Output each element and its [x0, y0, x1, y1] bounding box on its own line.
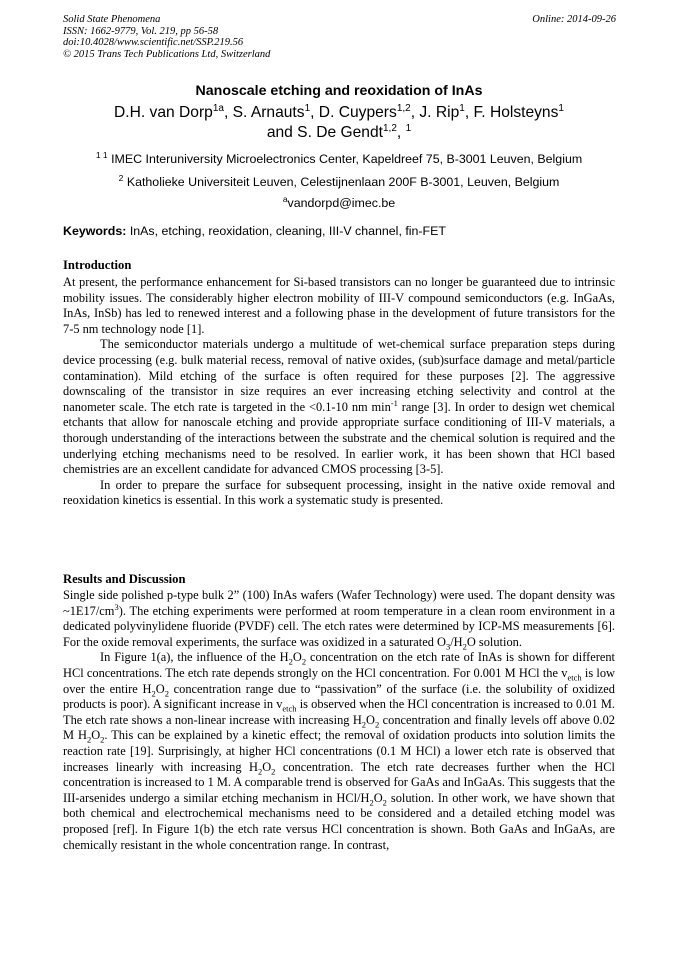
subscript: 3 [445, 641, 451, 652]
affiliation-text: Katholieke Universiteit Leuven, Celestijnenlaan 200F B-3001, Leuven, Belgium [126, 175, 560, 189]
subscript: 2 [301, 656, 307, 667]
paragraph [63, 337, 615, 477]
copyright-line: © 2015 Trans Tech Publications Ltd, Switzerland [63, 48, 271, 60]
text-run: O [91, 728, 101, 743]
keywords-text: InAs, etching, reoxidation, cleaning, III-V channel, fin-FET [129, 224, 446, 238]
subscript: etch [567, 672, 582, 683]
author-affil-mark: 1 [304, 102, 311, 114]
subscript: 2 [288, 656, 293, 667]
subscript: 2 [382, 797, 387, 808]
text-run: . This can be explained by a kinetic effect; the removal of oxidation products into solution limits the reaction rate [19]. Surprisingly, at higher HCl concentrations (0.1 M HCl) a lower etch rate is observed that increases linearly with increasing H [63, 728, 615, 774]
text-run: O [373, 790, 383, 805]
text-run: /H [450, 634, 463, 649]
text-run: solution. In other work, we have shown that both chemical and electrochemical mechanisms need to be considered and a detailed etching model was proposed [ref]. In Figure 1(b) the etch rate versus HCl concentration is shown. Both GaAs and InGaAs, are chemically resistant in the whole concentration range. In contrast, [63, 790, 615, 852]
affiliation-mark: 1 1 [95, 149, 108, 160]
author-affil-mark: 1 [459, 102, 465, 114]
author-list [0, 103, 678, 143]
contact-email[interactable] [0, 193, 678, 210]
text-run: is low over the entire H [63, 665, 615, 696]
paragraph: At present, the performance enhancement for Si-based transistors can no longer be guaranteed due to intrinsic mobility issues. The considerably higher electron mobility of III-V compound semiconductors (e.g. InGaAs, InAs, InSb) has led to renewed interest and a following phase in the development of future transistors for the 7-5 nm technology node [1]. [63, 275, 615, 336]
subscript: 2 [151, 688, 156, 699]
text-run: concentration on the etch rate of InAs is shown for different HCl concentrations. The etch rate depends strongly on the HCl concentration. For 0.001 M HCl the v [63, 650, 615, 680]
subscript: 2 [100, 734, 105, 745]
subscript: 2 [271, 766, 276, 776]
author-affil-mark: 1 [558, 102, 564, 114]
subscript: 2 [257, 766, 263, 776]
doi-line: doi:10.4028/www.scientific.net/SSP.219.56 [63, 37, 244, 49]
author-name: and S. De Gendt [266, 124, 383, 141]
affiliation-2 [0, 172, 678, 189]
keywords-label: Keywords: [63, 224, 127, 238]
email-mark: a [282, 193, 288, 204]
paragraph: In order to prepare the surface for subsequent processing, insight in the native oxide removal and reoxidation kinetics is essential. In this work a systematic study is presented. [63, 477, 615, 508]
author-affil-mark: 1,2 [383, 122, 397, 134]
paragraph [63, 650, 615, 853]
author-name: , J. Rip [410, 104, 460, 121]
text-run: is observed when the HCl concentration is increased to 0.01 M. The etch rate shows a non-linear increase with increasing H [63, 697, 616, 727]
subscript: 2 [375, 719, 380, 730]
text-run: ). The etching experiments were performed at room temperature in a clean room environment in a dedicated polyvinylidene fluoride (PVDF) cell. The etch rates were determined by ICP-MS measurements [6]. For the oxide removal experiments, the surface was oxidized in a saturated O [63, 603, 615, 649]
author-affil-mark: 1a [212, 102, 224, 114]
email-text[interactable]: vandorpd@imec.be [287, 196, 396, 210]
text-run: range [3]. In order to design wet chemical etchants that allow for nanoscale etching and provide appropriate surface conditioning of III-V materials, a thorough understanding of the interactions between the substrate and the chemical solution is required and the underlying etching mechanisms need to be resolved. In earlier work, it has been shown that HCl based chemistries are an excellent candidate for advanced CMOS processing [3-5]. [63, 399, 615, 477]
author-name: , S. Arnauts [223, 104, 305, 121]
issn-line: ISSN: 1662-9779, Vol. 219, pp 56-58 [63, 25, 219, 37]
author-name: D.H. van Dorp [114, 104, 213, 121]
text-run: O [262, 759, 272, 774]
author-affil-mark: 1,2 [396, 102, 411, 114]
results-heading: Results and Discussion [63, 572, 186, 586]
author-separator: , [396, 124, 402, 141]
author-name: , F. Holsteyns [464, 104, 559, 121]
journal-metadata [63, 14, 270, 60]
paragraph [63, 588, 615, 650]
text-run: O [366, 712, 375, 727]
introduction-heading: Introduction [63, 258, 132, 272]
affiliation-text: IMEC Interuniversity Microelectronics Center, Kapeldreef 75, B-3001 Leuven, Belgium [111, 152, 583, 166]
text-run: concentration and finally levels off above 0.02 M H [63, 712, 615, 743]
subscript: 2 [86, 734, 92, 745]
text-run: The semiconductor materials undergo a multitude of wet-chemical surface preparation steps during device processing (e.g. bulk material recess, removal of native oxides, (sub)surface damage and metal/particle contamination). Mild etching of the surface is often required for these purposes [2]. The aggressive downscaling of the transistor in size requires an ever increasing etching selectivity and control at the nanometer scale. The etch rate is targeted in the <0.1-10 nm min [63, 337, 615, 414]
author-name: , D. Cuypers [310, 104, 397, 121]
introduction-body [63, 275, 615, 509]
online-date: Online: 2014-09-26 [532, 14, 616, 25]
text-run: O [292, 650, 302, 665]
journal-name: Solid State Phenomena [63, 14, 161, 25]
superscript: 3 [114, 601, 119, 612]
results-body [63, 588, 615, 853]
text-run: In Figure 1(a), the influence of the H [100, 650, 289, 665]
subscript: 2 [164, 688, 169, 699]
text-run: Single side polished p-type bulk 2” (100) InAs wafers (Wafer Technology) were used. The dopant density was ~1E17/cm [63, 588, 615, 618]
text-run: concentration range due to “passivation” of the surface (i.e. the solubility of oxidized products is poor). A significant increase in v [63, 681, 615, 712]
subscript: 2 [361, 719, 367, 730]
subscript: etch [282, 703, 297, 714]
subscript: 2 [369, 797, 374, 808]
paper-title: Nanoscale etching and reoxidation of InAs [195, 83, 483, 99]
text-run: O solution. [466, 634, 522, 649]
superscript: -1 [390, 397, 398, 408]
text-run: O [155, 681, 165, 696]
text-run: concentration. The etch rate decreases further when the HCl concentration is increased to 1 M. A comparable trend is observed for GaAs and InGaAs. This suggests that the III-arsenides undergo a similar etching mechanism in HCl/H [63, 759, 615, 805]
affiliation-1 [0, 149, 678, 166]
affiliation-mark: 2 [118, 172, 124, 183]
author-affil-mark: 1 [405, 122, 412, 134]
keywords-line [63, 224, 446, 238]
subscript: 2 [462, 641, 467, 652]
